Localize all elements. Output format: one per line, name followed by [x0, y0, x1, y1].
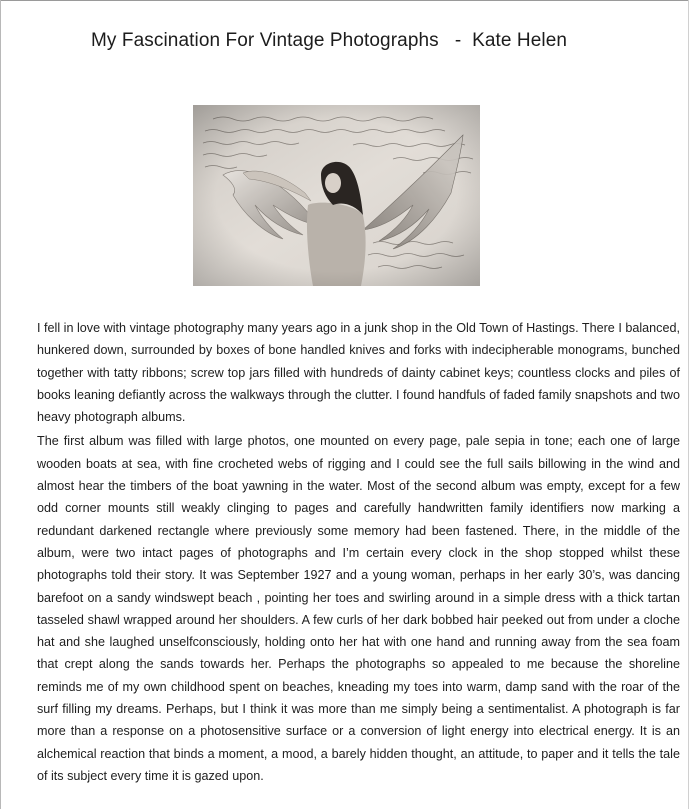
- paragraph-2: The first album was filled with large photos, one mounted on every page, pale sepia in tone; each one of large wooden boats at sea, with fine crocheted webs of rigging and I could see the full sails billowing in the wind and almost hear the timbers of the boat yawning in the water. Most of the second album was empty, except for a few odd corner mounts still weakly clinging to pages and carefully handwritten family identifiers now marking a redundant darkened rectangle where previously some memory had been fastened. There, in the middle of the album, were two intact pages of photographs and I’m certain every clock in the shop stopped whilst these photographs told their story. It was September 1927 and a young woman, perhaps in her early 30’s, was dancing barefoot on a sandy windswept beach , pointing her toes and swirling around in a simple dress with a thick tartan tasseled shawl wrapped around her shoulders. A few curls of her dark bobbed hair peeked out from under a cloche hat and she laughed unselfconsciously, holding onto her hat with one hand and running away from the sea foam that crept along the sands towards her. Perhaps the photographs so appealed to me because the shoreline reminds me of my own childhood spent on beaches, kneading my toes into warm, damp sand with the roar of the surf filling my dreams. Perhaps, but I think it was more than me simply being a sentimentalist. A photograph is far more than a response on a photosensitive surface or a conversion of light energy into electrical energy. It is an alchemical reaction that binds a moment, a mood, a barely hidden thought, an attitude, to paper and it tells the tale of its subject every time it is gazed upon.: [37, 434, 680, 783]
- paragraph-1: I fell in love with vintage photography many years ago in a junk shop in the Old Town of Hastings. There I balanced, hunkered down, surrounded by boxes of bone handled knives and forks with indecipherable monograms, bunched together with tatty ribbons; screw top jars filled with hundreds of dainty cabinet keys; countless clocks and piles of books leaning defiantly across the walkways through the clutter. I found handfuls of faded family snapshots and two heavy photograph albums.: [37, 321, 680, 425]
- page-title: My Fascination For Vintage Photographs - Kate Helen: [91, 30, 568, 51]
- page-border-top: [0, 0, 689, 1]
- page-border-left: [0, 0, 1, 809]
- vintage-photograph: [193, 105, 480, 286]
- article-body: [37, 317, 680, 789]
